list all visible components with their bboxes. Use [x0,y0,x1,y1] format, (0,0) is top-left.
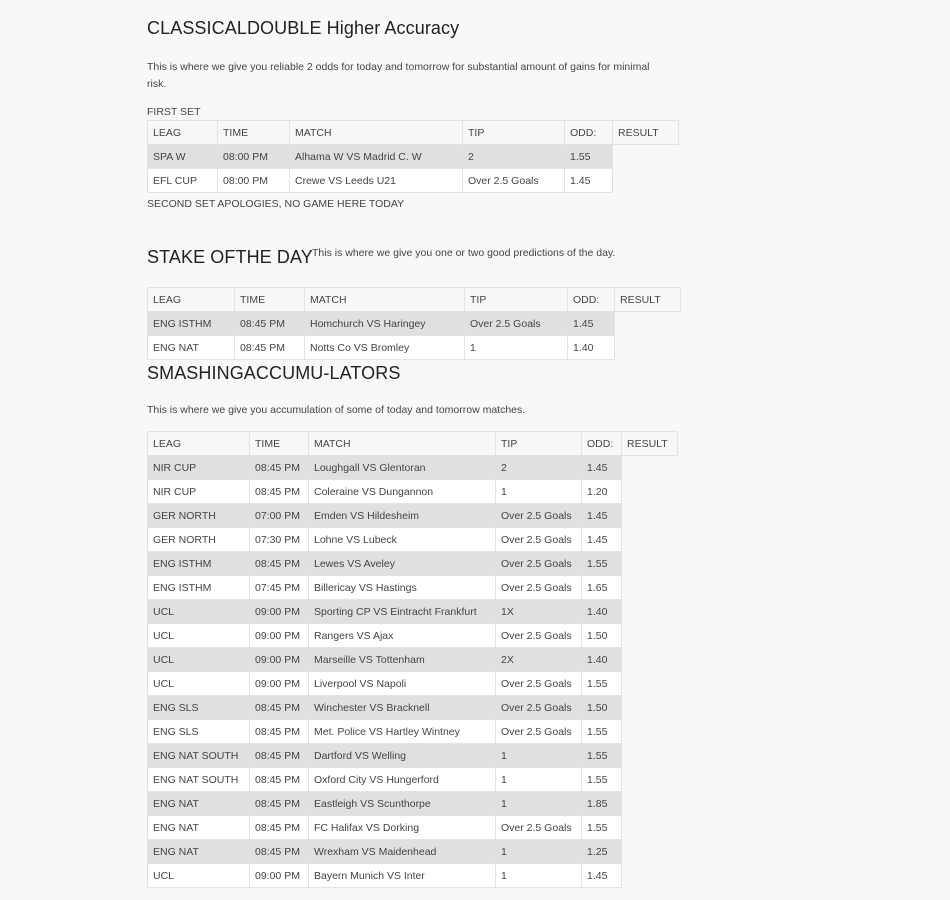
table-row [148,744,678,768]
header-match: MATCH [290,121,463,145]
table-row [148,768,678,792]
cell-result-empty [622,840,678,864]
cell-league: NIR CUP [148,456,250,480]
cell-odd: 1.40 [582,648,622,672]
cell-time: 08:45 PM [235,312,305,336]
cell-odd: 1.55 [582,768,622,792]
section1-table [147,120,679,193]
table-row [148,864,678,888]
cell-tip: Over 2.5 Goals [496,816,582,840]
cell-result-empty [622,600,678,624]
cell-tip: 1 [465,336,568,360]
cell-result-empty [613,169,679,193]
cell-match: FC Halifax VS Dorking [309,816,496,840]
cell-tip: Over 2.5 Goals [496,696,582,720]
cell-match: Emden VS Hildesheim [309,504,496,528]
cell-odd: 1.55 [582,744,622,768]
cell-tip: 2 [496,456,582,480]
cell-time: 09:00 PM [250,672,309,696]
header-tip: TIP [465,288,568,312]
table-row [148,792,678,816]
table-row [148,480,678,504]
cell-time: 07:30 PM [250,528,309,552]
cell-result-empty [615,312,681,336]
cell-odd: 1.55 [565,145,613,169]
cell-match: Lohne VS Lubeck [309,528,496,552]
cell-time: 07:45 PM [250,576,309,600]
cell-result-empty [613,145,679,169]
cell-result-empty [622,768,678,792]
cell-match: Liverpool VS Napoli [309,672,496,696]
cell-result-empty [622,576,678,600]
table-header-row [148,432,678,456]
cell-time: 08:45 PM [250,816,309,840]
table-row [148,840,678,864]
cell-odd: 1.55 [582,816,622,840]
table-row [148,169,679,193]
section3-description: This is where we give you accumulation of some of today and tomorrow matches. [147,404,526,416]
header-time: TIME [250,432,309,456]
cell-match: Notts Co VS Bromley [305,336,465,360]
cell-time: 08:00 PM [218,169,290,193]
cell-odd: 1.85 [582,792,622,816]
table-row [148,600,678,624]
cell-odd: 1.45 [568,312,615,336]
cell-odd: 1.20 [582,480,622,504]
cell-odd: 1.45 [582,528,622,552]
cell-match: Coleraine VS Dungannon [309,480,496,504]
table-row [148,672,678,696]
header-tip: TIP [496,432,582,456]
cell-result-empty [622,792,678,816]
cell-match: Dartford VS Welling [309,744,496,768]
cell-time: 08:45 PM [250,792,309,816]
table-row [148,696,678,720]
cell-time: 08:00 PM [218,145,290,169]
cell-league: ENG NAT [148,840,250,864]
cell-time: 08:45 PM [250,696,309,720]
cell-result-empty [622,480,678,504]
cell-result-empty [615,336,681,360]
cell-tip: 1 [496,864,582,888]
cell-time: 08:45 PM [250,480,309,504]
cell-tip: 1 [496,792,582,816]
cell-league: UCL [148,600,250,624]
header-leag: LEAG [148,121,218,145]
cell-league: UCL [148,672,250,696]
header-tip: TIP [463,121,565,145]
cell-result-empty [622,720,678,744]
cell-time: 08:45 PM [250,456,309,480]
cell-match: Eastleigh VS Scunthorpe [309,792,496,816]
cell-match: Loughgall VS Glentoran [309,456,496,480]
cell-match: Crewe VS Leeds U21 [290,169,463,193]
cell-league: ENG NAT SOUTH [148,744,250,768]
section1-set-label: FIRST SET [147,106,201,118]
cell-league: GER NORTH [148,504,250,528]
cell-odd: 1.45 [582,504,622,528]
cell-match: Marseille VS Tottenham [309,648,496,672]
cell-odd: 1.55 [582,552,622,576]
section1-footer: SECOND SET APOLOGIES, NO GAME HERE TODAY [147,198,405,210]
cell-tip: Over 2.5 Goals [465,312,568,336]
cell-tip: Over 2.5 Goals [496,552,582,576]
header-odd: ODD: [568,288,615,312]
cell-tip: 1 [496,840,582,864]
header-match: MATCH [309,432,496,456]
cell-match: Oxford City VS Hungerford [309,768,496,792]
section2-table [147,287,681,360]
cell-result-empty [622,696,678,720]
cell-result-empty [622,624,678,648]
cell-league: EFL CUP [148,169,218,193]
cell-league: UCL [148,648,250,672]
cell-league: ENG NAT [148,792,250,816]
table-row [148,576,678,600]
table-header-row [148,121,679,145]
cell-result-empty [622,648,678,672]
cell-time: 08:45 PM [250,768,309,792]
section3-title: SMASHINGACCUMU-LATORS [147,363,401,383]
cell-time: 08:45 PM [235,336,305,360]
cell-result-empty [622,672,678,696]
cell-result-empty [622,864,678,888]
cell-match: Billericay VS Hastings [309,576,496,600]
cell-tip: 1 [496,768,582,792]
table-row [148,528,678,552]
header-result: RESULT [622,432,678,456]
cell-result-empty [622,744,678,768]
table-row [148,648,678,672]
cell-league: UCL [148,864,250,888]
cell-odd: 1.65 [582,576,622,600]
cell-match: Rangers VS Ajax [309,624,496,648]
section2-description: This is where we give you one or two good predictions of the day. [312,247,616,259]
cell-tip: Over 2.5 Goals [496,720,582,744]
cell-result-empty [622,552,678,576]
cell-time: 08:45 PM [250,840,309,864]
table-row [148,504,678,528]
cell-time: 07:00 PM [250,504,309,528]
cell-odd: 1.40 [568,336,615,360]
cell-odd: 1.50 [582,696,622,720]
cell-league: ENG ISTHM [148,312,235,336]
section1-title: CLASSICALDOUBLE Higher Accuracy [147,18,460,38]
cell-odd: 1.55 [582,672,622,696]
header-match: MATCH [305,288,465,312]
cell-time: 08:45 PM [250,720,309,744]
cell-odd: 1.25 [582,840,622,864]
cell-match: Lewes VS Aveley [309,552,496,576]
cell-odd: 1.40 [582,600,622,624]
header-result: RESULT [613,121,679,145]
cell-match: Wrexham VS Maidenhead [309,840,496,864]
header-odd: ODD: [582,432,622,456]
cell-league: ENG NAT SOUTH [148,768,250,792]
cell-tip: 2 [463,145,565,169]
section2-title: STAKE OFTHE DAY [147,247,313,267]
header-leag: LEAG [148,432,250,456]
table-row [148,145,679,169]
cell-tip: 1X [496,600,582,624]
header-time: TIME [235,288,305,312]
cell-time: 09:00 PM [250,864,309,888]
cell-tip: Over 2.5 Goals [496,624,582,648]
cell-odd: 1.55 [582,720,622,744]
cell-league: ENG ISTHM [148,552,250,576]
section3-table [147,431,678,888]
header-odd: ODD: [565,121,613,145]
cell-tip: 2X [496,648,582,672]
cell-league: ENG NAT [148,816,250,840]
cell-match: Alhama W VS Madrid C. W [290,145,463,169]
cell-match: Met. Police VS Hartley Wintney [309,720,496,744]
cell-tip: 1 [496,744,582,768]
cell-result-empty [622,816,678,840]
cell-time: 09:00 PM [250,648,309,672]
cell-time: 09:00 PM [250,624,309,648]
cell-tip: 1 [496,480,582,504]
cell-match: Winchester VS Bracknell [309,696,496,720]
header-leag: LEAG [148,288,235,312]
cell-league: ENG SLS [148,696,250,720]
header-time: TIME [218,121,290,145]
cell-result-empty [622,528,678,552]
cell-tip: Over 2.5 Goals [496,672,582,696]
table-header-row [148,288,681,312]
cell-league: ENG NAT [148,336,235,360]
cell-odd: 1.45 [582,456,622,480]
cell-time: 09:00 PM [250,600,309,624]
table-row [148,624,678,648]
cell-league: NIR CUP [148,480,250,504]
cell-league: SPA W [148,145,218,169]
cell-league: UCL [148,624,250,648]
table-row [148,720,678,744]
cell-match: Homchurch VS Haringey [305,312,465,336]
cell-match: Bayern Munich VS Inter [309,864,496,888]
table-row [148,816,678,840]
section1-description: This is where we give you reliable 2 odds for today and tomorrow for substantial amount of gains for minimal risk. [147,61,650,90]
cell-result-empty [622,456,678,480]
cell-league: GER NORTH [148,528,250,552]
cell-tip: Over 2.5 Goals [463,169,565,193]
cell-tip: Over 2.5 Goals [496,504,582,528]
cell-time: 08:45 PM [250,744,309,768]
cell-tip: Over 2.5 Goals [496,528,582,552]
header-result: RESULT [615,288,681,312]
table-row [148,552,678,576]
cell-time: 08:45 PM [250,552,309,576]
table-row [148,456,678,480]
cell-result-empty [622,504,678,528]
cell-tip: Over 2.5 Goals [496,576,582,600]
table-row [148,336,681,360]
cell-odd: 1.45 [582,864,622,888]
cell-odd: 1.45 [565,169,613,193]
table-row [148,312,681,336]
cell-league: ENG SLS [148,720,250,744]
cell-league: ENG ISTHM [148,576,250,600]
cell-odd: 1.50 [582,624,622,648]
cell-match: Sporting CP VS Eintracht Frankfurt [309,600,496,624]
